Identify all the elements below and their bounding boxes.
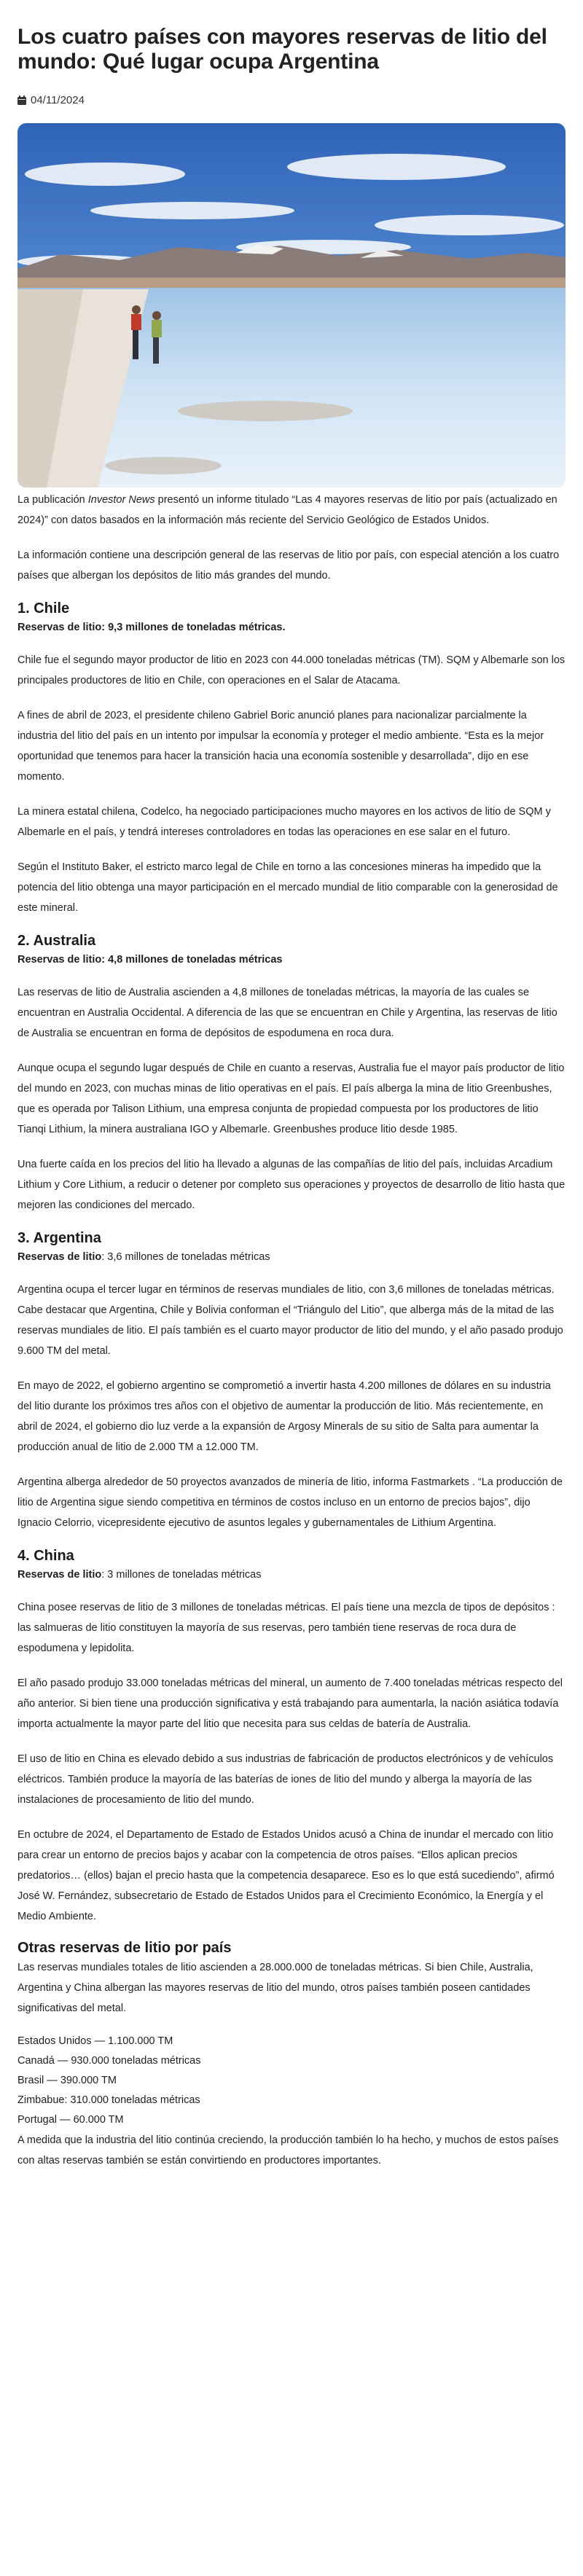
reserves-value: : 9,3 millones de toneladas métricas. — [101, 622, 286, 633]
china-paragraph-4: En octubre de 2024, el Departamento de Estado de Estados Unidos acusó a China de inundar el mercado con litio para crear un entorno de precios bajos y acabar con la competencia de otros países. “Ellos aplican precios predatorios… (ellos) bajan el precio hasta que la competencia desaparece. Eso es lo que está sucediendo”, afirmó José W. Fernández, subsecretario de Estado de Estados Unidos para el Crecimiento Económico, la Energía y el Medio Ambiente. — [17, 1829, 555, 1922]
section-heading-others: Otras reservas de litio por país — [17, 1940, 232, 1956]
australia-paragraph-1: Las reservas de litio de Australia ascienden a 4,8 millones de toneladas métricas, la mayoría de las cuales se encuentran en Australia Occidental. A diferencia de las que se encuentran en Chile y Argentina, las reservas de litio de Australia se encuentran en forma de depósitos de espodumena en roca dura. — [17, 987, 557, 1039]
chile-paragraph-4: Según el Instituto Baker, el estricto marco legal de Chile en torno a las concesiones mineras ha impedido que la potencia del litio obtenga una mayor participación en el mercado mundial de litio comparable con la generosidad de este mineral. — [17, 861, 558, 914]
reserves-australia — [17, 950, 566, 969]
reserves-label: Reservas de litio: 4,8 millones de toneladas métricas — [17, 954, 283, 966]
calendar-icon — [17, 95, 26, 105]
china-paragraph-1: China posee reservas de litio de 3 millones de toneladas métricas. El país tiene una mezcla de tipos de depósitos : las salmueras de litio constituyen la mayoría de sus reservas, pero también tiene reservas de roca dura de espodumena y lepidolita. — [17, 1602, 555, 1654]
reserves-china — [17, 1565, 566, 1584]
reserves-value: : 3 millones de toneladas métricas — [101, 1569, 262, 1581]
reserves-value: : 3,6 millones de toneladas métricas — [101, 1251, 270, 1263]
article-title: Los cuatro países con mayores reservas de litio del mundo: Qué lugar ocupa Argentina — [17, 25, 547, 74]
china-paragraph-2: El año pasado produjo 33.000 toneladas métricas del mineral, un aumento de 7.400 toneladas métricas respecto del año anterior. Si bien tiene una producción significativa y está trabajando para aumentarla, la nación asiática todavía importa actualmente la mayor parte del litio que necesita para sus celdas de batería de Australia. — [17, 1677, 563, 1730]
others-paragraph-2: A medida que la industria del litio continúa creciendo, la producción también lo ha hecho, y muchos de estos países con altas reservas también se están convirtiendo en productores importantes. — [17, 2134, 559, 2166]
australia-paragraph-2: Aunque ocupa el segundo lugar después de Chile en cuanto a reservas, Australia fue el mayor país productor de litio del mundo en 2023, con muchas minas de litio operativas en el país. El país alberga la mina de litio Greenbushes, que es operada por Talison Lithium, una empresa conjunta de propiedad compuesta por los productores de litio Tianqi Lithium, la minera australiana IGO y Albemarle. Greenbushes produce litio desde 1985. — [17, 1062, 565, 1135]
intro-paragraph-1 — [17, 490, 566, 531]
list-item: Estados Unidos — 1.100.000 TM — [17, 2035, 173, 2047]
chile-paragraph-1: Chile fue el segundo mayor productor de litio en 2023 con 44.000 toneladas métricas (TM). SQM y Albemarle son los principales productores de litio en Chile, con operaciones en el Salar de Atacama. — [17, 654, 566, 686]
list-item: Canadá — 930.000 toneladas métricas — [17, 2055, 201, 2067]
intro-paragraph-2: La información contiene una descripción general de las reservas de litio por país, con especial atención a los cuatro países que albergan los depósitos de litio más grandes del mundo. — [17, 549, 560, 582]
list-item: Portugal — 60.000 TM — [17, 2114, 124, 2126]
section-heading-chile: 1. Chile — [17, 600, 70, 616]
section-heading-china: 4. China — [17, 1548, 74, 1564]
china-paragraph-3: El uso de litio en China es elevado debido a sus industrias de fabricación de productos electrónicos y de vehículos eléctricos. También produce la mayoría de las baterías de iones de litio del mundo y alberga la mayoría de las instalaciones de procesamiento de litio del mundo. — [17, 1753, 554, 1806]
australia-paragraph-3: Una fuerte caída en los precios del litio ha llevado a algunas de las compañías de litio del país, incluidas Arcadium Lithium y Core Lithium, a reducir o detener por completo sus operaciones y proyectos de desarrollo de litio hasta que mejoren las condiciones del mercado. — [17, 1159, 566, 1211]
publish-date — [17, 92, 566, 108]
argentina-paragraph-1: Argentina ocupa el tercer lugar en términos de reservas mundiales de litio, con 3,6 millones de toneladas métricas. Cabe destacar que Argentina, Chile y Bolivia conforman el “Triángulo del Litio”, que alberga más de la mitad de las reservas mundiales de litio. El país también es el cuarto mayor productor de litio del mundo, y el año pasado produjo 9.600 TM del metal. — [17, 1284, 563, 1357]
reserves-label: Reservas de litio — [17, 1569, 102, 1581]
article-body — [17, 490, 566, 2171]
list-item: Brasil — 390.000 TM — [17, 2075, 117, 2086]
section-heading-argentina: 3. Argentina — [17, 1230, 101, 1246]
publish-date-text: 04/11/2024 — [31, 93, 85, 106]
argentina-paragraph-3: Argentina alberga alrededor de 50 proyectos avanzados de minería de litio, informa Fastmarkets . “La producción de litio de Argentina sigue siendo competitiva en términos de costos incluso en un entorno de precios bajos”, dijo Ignacio Celorrio, vicepresidente ejecutivo de asuntos legales y gubernamentales de Lithium Argentina. — [17, 1476, 563, 1529]
reserves-chile — [17, 618, 566, 637]
argentina-paragraph-2: En mayo de 2022, el gobierno argentino se comprometió a invertir hasta 4.200 millones de dólares en su industria del litio durante los próximos tres años con el objetivo de aumentar la producción de litio. Más recientemente, en abril de 2024, el gobierno dio luz verde a la expansión de Argosy Minerals de su sitio de Salta para aumentar la producción anual de litio de 2.000 TM a 12.000 TM. — [17, 1380, 551, 1453]
chile-paragraph-3: La minera estatal chilena, Codelco, ha negociado participaciones mucho mayores en los activos de litio de SQM y Albemarle en el país, y tendrá intereses controladores en todas las operaciones en ese salar en el futuro. — [17, 806, 551, 838]
others-paragraph-1: Las reservas mundiales totales de litio ascienden a 28.000.000 de toneladas métricas. Si bien Chile, Australia, Argentina y China albergan las mayores reservas de litio del mundo, otros países también poseen cantidades significativas del metal. — [17, 1962, 533, 2014]
intro-text-cont: presentó un informe titulado “Las 4 mayores reservas de litio por país (actualizado en 2024)” con datos basados en la información más reciente del Servicio Geológico de Estados Unidos. — [17, 494, 557, 526]
section-heading-australia: 2. Australia — [17, 933, 96, 949]
hero-image — [17, 123, 566, 488]
source-name: Investor News — [87, 494, 155, 506]
chile-paragraph-2: A fines de abril de 2023, el presidente chileno Gabriel Boric anunció planes para nacionalizar parcialmente la industria del litio del país en un intento por impulsar la economía y proteger el medio ambiente. “Esta es la mejor oportunidad que tenemos para hacer la transición hacia una economía sostenible y desarrollada”, dijo en ese momento. — [17, 710, 544, 783]
reserves-list — [17, 2032, 566, 2130]
list-item: Zimbabue: 310.000 toneladas métricas — [17, 2094, 200, 2106]
intro-text: La publicación — [17, 494, 88, 506]
article-page — [17, 0, 566, 488]
reserves-label: Reservas de litio — [17, 1251, 102, 1263]
reserves-label: Reservas de litio — [17, 622, 102, 633]
reserves-argentina — [17, 1248, 566, 1267]
